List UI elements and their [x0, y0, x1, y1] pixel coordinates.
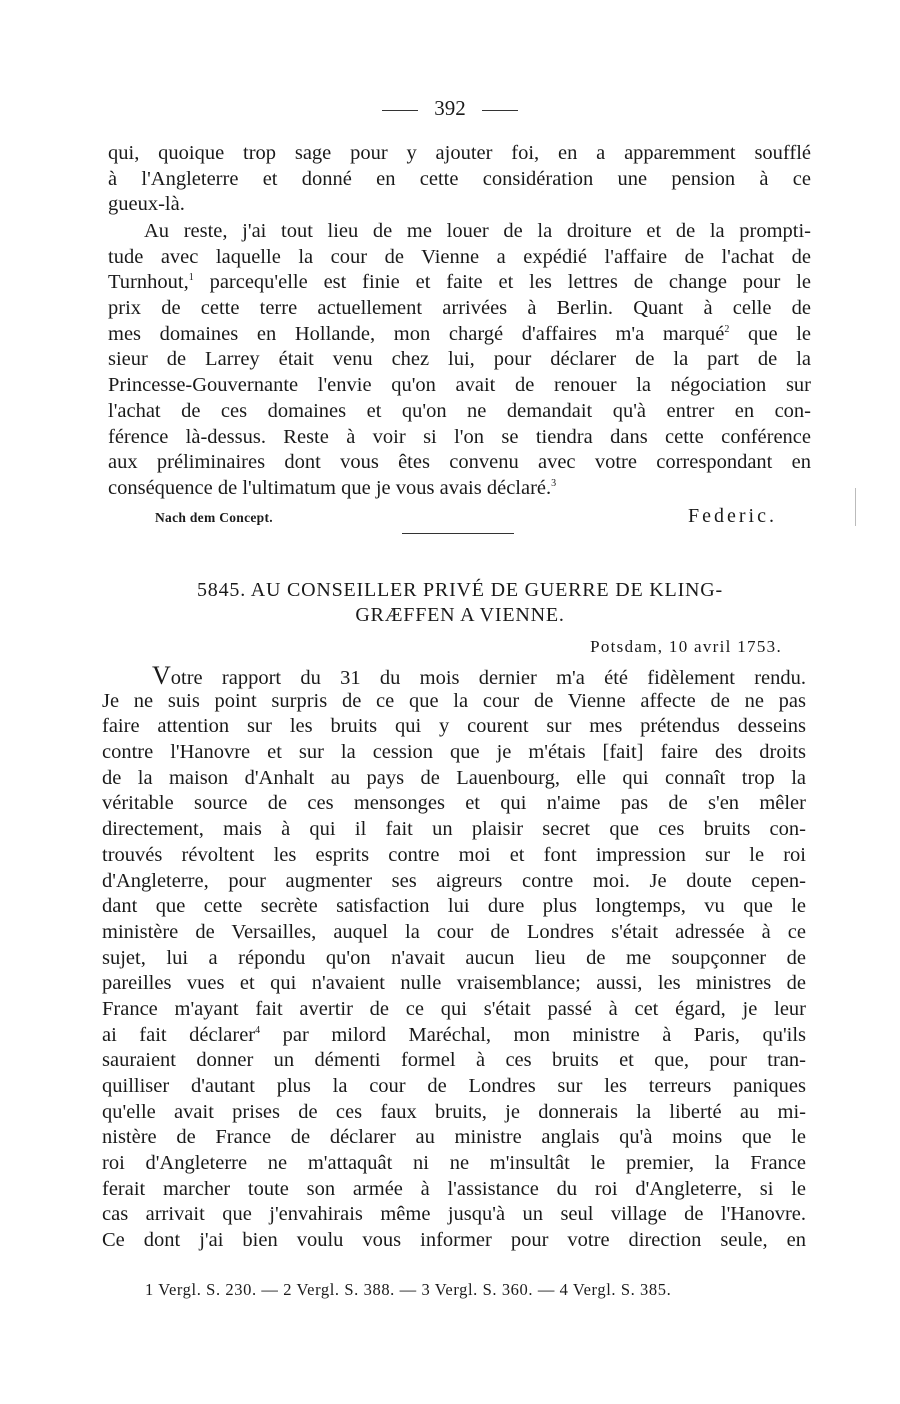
text-line: d'Angleterre, pour augmenter ses aigreurs contre moi. Je doute cepen- — [102, 869, 806, 892]
dash-left — [382, 110, 418, 111]
paragraph-continuation — [108, 141, 811, 218]
section-divider — [402, 533, 514, 534]
text-line: sujet, lui a répondu qu'on n'avait aucun lieu de me soupçonner de — [102, 946, 806, 969]
letter-date — [560, 637, 782, 657]
text-line: directement, mais à qui il fait un plaisir secret que ces bruits con- — [102, 818, 806, 841]
text-line: de la maison d'Anhalt au pays de Lauenbourg, elle qui connaît trop la — [102, 766, 806, 789]
dash-right — [482, 110, 518, 111]
date-value: 10 avril 1753. — [668, 637, 782, 656]
text-line — [108, 322, 811, 348]
text-line — [102, 1023, 806, 1049]
text-line: l'achat de ces domaines et qu'on ne demandait qu'à entrer en con- — [108, 399, 811, 422]
text-line: dant que cette secrète satisfaction lui dure plus longtemps, vu que le — [102, 895, 806, 918]
text-line: tude avec laquelle la cour de Vienne a expédié l'affaire de l'achat de — [108, 245, 811, 268]
text-line — [108, 270, 811, 296]
text-line: cas arrivait que j'envahirais même jusqu'à un seul village de l'Hanovre. — [102, 1203, 806, 1226]
footnote-ref: 4 — [255, 1024, 261, 1036]
footnote-ref: 1 — [188, 272, 194, 284]
text-line: ferait marcher toute son armée à l'assistance du roi d'Angleterre, si le — [102, 1177, 806, 1200]
text-line: sauraient donner un démenti formel à ces bruits et que, pour tran- — [102, 1049, 806, 1072]
text-line — [102, 663, 806, 689]
text-line: France m'ayant fait avertir de ce qui s'était passé à cet égard, je leur — [102, 997, 806, 1020]
text-fragment: que le — [747, 322, 811, 345]
page-number: 392 — [434, 96, 466, 120]
text-fragment: conséquence de l'ultimatum que je vous avais déclaré. — [108, 476, 552, 499]
margin-mark — [855, 488, 856, 526]
text-fragment: par milord Maréchal, mon ministre à Paris, qu'ils — [282, 1023, 806, 1046]
text-line: sieur de Larrey était venu chez lui, pour déclarer de la part de la — [108, 348, 811, 371]
text-line: aux préliminaires dont vous êtes convenu avec votre correspondant en — [108, 451, 811, 474]
page-number-line — [0, 96, 900, 121]
text-line: Je ne suis point surpris de ce que la cour de Vienne affecte de ne pas — [102, 689, 806, 712]
letter-heading — [120, 578, 800, 603]
text-line: gueux-là. — [108, 193, 185, 216]
text-fragment: parcequ'elle est finie et faite et les lettres de change pour le — [209, 271, 811, 294]
text-line: ministère de Versailles, auquel la cour de Londres s'était adressée à ce — [102, 920, 806, 943]
letter-number: 5845. — [197, 579, 246, 601]
text-line: Ce dont j'ai bien voulu vous informer pour votre direction seule, en — [102, 1229, 806, 1252]
text-line: Au reste, j'ai tout lieu de me louer de la droiture et de la prompti- — [144, 220, 811, 242]
text-fragment: otre rapport du 31 du mois dernier m'a été fidèlement rendu. — [170, 667, 806, 689]
paragraph-reste — [108, 219, 811, 502]
footnotes: 1 Vergl. S. 230. — 2 Vergl. S. 388. — 3 Vergl. S. 360. — 4 Vergl. S. 385. — [145, 1280, 672, 1299]
text-line: véritable source de ces mensonges et qui n'aime pas de s'en mêler — [102, 792, 806, 815]
heading-line-1: AU CONSEILLER PRIVÉ DE GUERRE DE KLING- — [250, 579, 723, 601]
text-fragment: ai fait déclarer — [102, 1023, 256, 1046]
text-line: qu'elle avait prises de ces faux bruits, je donnerais la liberté au mi- — [102, 1100, 806, 1123]
heading-line-2: GRÆFFEN A VIENNE. — [355, 604, 565, 626]
initial-letter: V — [152, 663, 171, 689]
text-fragment: mes domaines en Hollande, mon chargé d'affaires m'a marqué — [108, 322, 725, 345]
text-line: qui, quoique trop sage pour y ajouter foi, en a apparemment soufflé — [108, 142, 811, 164]
text-line — [108, 476, 811, 502]
text-line: Princesse-Gouvernante l'envie qu'on avait de renouer la négociation sur — [108, 374, 811, 397]
text-line: pareilles vues et qui n'avaient nulle vraisemblance; aussi, les ministres de — [102, 972, 806, 995]
text-fragment: Turnhout, — [108, 271, 189, 294]
text-line: quilliser d'autant plus la cour de Londres sur les terreurs paniques — [102, 1075, 806, 1097]
letter-body — [102, 663, 806, 1254]
footnote-ref: 2 — [724, 323, 730, 335]
source-note: Nach dem Concept. — [155, 510, 273, 525]
text-line: nistère de France de déclarer au ministre anglais qu'à moins que le — [102, 1126, 806, 1149]
text-line: contre l'Hanovre et sur la cession que je m'étais [fait] faire des droits — [102, 741, 806, 764]
text-line: férence là-dessus. Reste à voir si l'on se tiendra dans cette conférence — [108, 425, 811, 448]
text-line: trouvés révoltent les esprits contre moi et font impression sur le roi — [102, 843, 806, 866]
date-place: Potsdam, — [590, 637, 664, 656]
signature: Federic. — [688, 505, 777, 527]
text-line: à l'Angleterre et donné en cette considération une pension à ce — [108, 167, 811, 190]
text-line: roi d'Angleterre ne m'attaquât ni ne m'insultât le premier, la France — [102, 1152, 806, 1175]
footnote-ref: 3 — [551, 478, 557, 490]
text-line: prix de cette terre actuellement arrivées à Berlin. Quant à celle de — [108, 297, 811, 320]
text-line: faire attention sur les bruits qui y courent sur mes prétendus desseins — [102, 715, 806, 738]
